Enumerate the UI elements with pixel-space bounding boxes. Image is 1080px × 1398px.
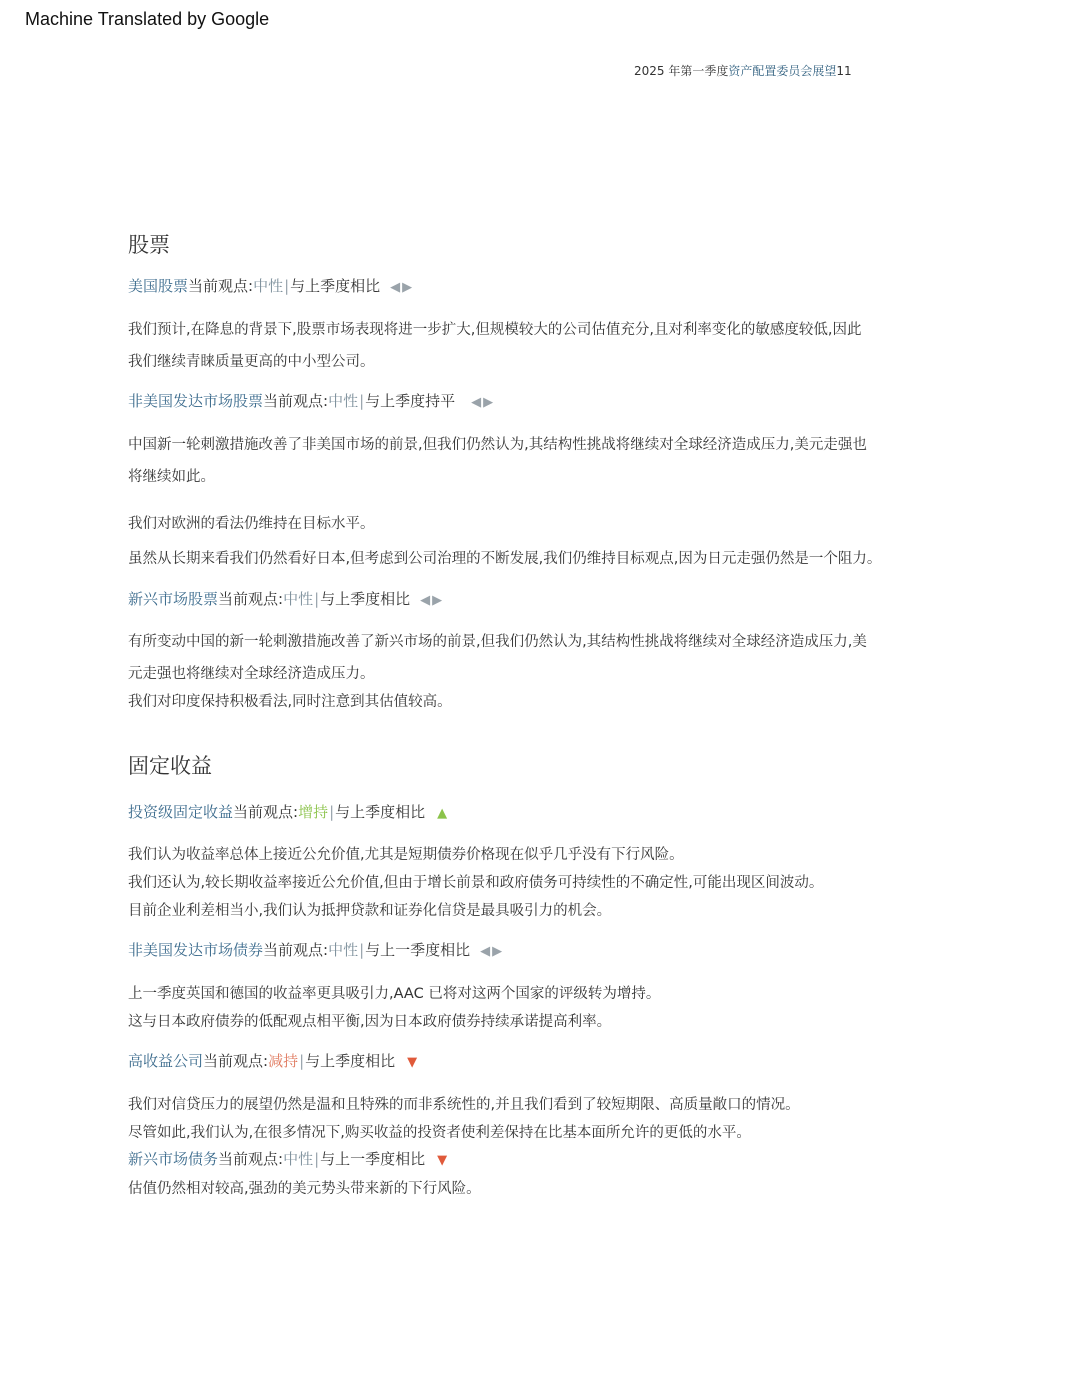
view-value: 中性: [283, 1150, 314, 1168]
paragraph-line: 我们认为收益率总体上接近公允价值,尤其是短期债券价格现在似乎几乎没有下行风险。: [128, 847, 684, 863]
divider: |: [314, 590, 320, 608]
page-header: [634, 62, 852, 79]
view-label: 当前观点:: [218, 1150, 284, 1168]
view-value: 中性: [328, 941, 359, 959]
category-label: 美国股票: [128, 277, 189, 295]
paragraph-line: 我们对印度保持积极看法,同时注意到其估值较高。: [128, 694, 452, 710]
paragraph-line: 这与日本政府债券的低配观点相平衡,因为日本政府债券持续承诺提高利率。: [128, 1014, 612, 1030]
divider: |: [314, 1150, 320, 1168]
paragraph-line: 有所变动中国的新一轮刺激措施改善了新兴市场的前景,但我们仍然认为,其结构性挑战将继续对全球经济造成压力,美: [128, 634, 867, 650]
paragraph-line: 我们继续青睐质量更高的中小型公司。: [128, 354, 375, 370]
view-label: 当前观点:: [218, 590, 284, 608]
equities-heading: 股票: [128, 233, 170, 257]
paragraph-line: 我们预计,在降息的背景下,股票市场表现将进一步扩大,但规模较大的公司估值充分,且对利率变化的敏感度较低,因此: [128, 322, 862, 338]
paragraph-line: 我们还认为,较长期收益率接近公允价值,但由于增长前景和政府债务可持续性的不确定性,可能出现区间波动。: [128, 875, 824, 891]
paragraph-line: 我们对信贷压力的展望仍然是温和且特殊的而非系统性的,并且我们看到了较短期限、高质量敞口的情况。: [128, 1097, 800, 1113]
view-value: 增持: [298, 803, 329, 821]
neutral-arrows-icon: ◀▶: [390, 280, 415, 295]
view-label: 当前观点:: [188, 277, 254, 295]
category-label: 非美国发达市场债券: [128, 941, 264, 959]
category-label: 高收益公司: [128, 1052, 204, 1070]
paragraph-line: 虽然从长期来看我们仍然看好日本,但考虑到公司治理的不断发展,我们仍维持目标观点,因为日元走强仍然是一个阻力。: [128, 551, 882, 567]
compare-label: 与上季度相比: [335, 803, 426, 821]
paragraph-line: 元走强也将继续对全球经济造成压力。: [128, 666, 375, 682]
paragraph-line: 估值仍然相对较高,强劲的美元势头带来新的下行风险。: [128, 1181, 481, 1197]
us-equities-view: [128, 275, 414, 296]
category-label: 新兴市场股票: [128, 590, 219, 608]
machine-translated-banner: Machine Translated by Google: [25, 9, 270, 29]
divider: |: [329, 803, 335, 821]
view-label: 当前观点:: [263, 941, 329, 959]
neutral-arrows-icon: ◀▶: [471, 395, 496, 410]
paragraph-line: 将继续如此。: [128, 469, 215, 485]
neutral-arrows-icon: ◀▶: [480, 944, 505, 959]
em-equities-view: [128, 588, 444, 609]
ig-fixed-income-view: [128, 801, 447, 822]
compare-label: 与上一季度相比: [365, 941, 471, 959]
category-label: 投资级固定收益: [128, 803, 234, 821]
compare-label: 与上季度相比: [305, 1052, 396, 1070]
fixed-income-heading: 固定收益: [128, 754, 212, 778]
down-arrow-icon: ▼: [407, 1055, 418, 1070]
view-value: 中性: [283, 590, 314, 608]
paragraph-line: 中国新一轮刺激措施改善了非美国市场的前景,但我们仍然认为,其结构性挑战将继续对全球经济造成压力,美元走强也: [128, 437, 867, 453]
nonus-equities-view: [128, 390, 495, 411]
view-value: 中性: [328, 392, 359, 410]
compare-label: 与上季度持平: [365, 392, 456, 410]
view-label: 当前观点:: [263, 392, 329, 410]
view-value: 减持: [268, 1052, 299, 1070]
divider: |: [359, 392, 365, 410]
view-label: 当前观点:: [233, 803, 299, 821]
compare-label: 与上一季度相比: [320, 1150, 426, 1168]
up-arrow-icon: ▲: [437, 806, 448, 821]
paragraph-line: 上一季度英国和德国的收益率更具吸引力,AAC 已将对这两个国家的评级转为增持。: [128, 986, 661, 1002]
category-label: 非美国发达市场股票: [128, 392, 264, 410]
paragraph-line: 我们对欧洲的看法仍维持在目标水平。: [128, 516, 375, 532]
divider: |: [359, 941, 365, 959]
header-title: 资产配置委员会展望: [728, 64, 837, 78]
neutral-arrows-icon: ◀▶: [420, 593, 445, 608]
high-yield-view: [128, 1050, 417, 1071]
view-label: 当前观点:: [203, 1052, 269, 1070]
category-label: 新兴市场债务: [128, 1150, 219, 1168]
header-prefix: 2025 年第一季度: [634, 64, 729, 78]
divider: |: [284, 277, 290, 295]
down-arrow-icon: ▼: [437, 1153, 448, 1168]
em-debt-view: [128, 1148, 447, 1169]
page-number: 11: [836, 64, 852, 78]
nonus-bonds-view: [128, 939, 504, 960]
compare-label: 与上季度相比: [320, 590, 411, 608]
paragraph-line: 目前企业利差相当小,我们认为抵押贷款和证券化信贷是最具吸引力的机会。: [128, 903, 612, 919]
paragraph-line: 尽管如此,我们认为,在很多情况下,购买收益的投资者使利差保持在比基本面所允许的更低的水平。: [128, 1125, 751, 1141]
compare-label: 与上季度相比: [290, 277, 381, 295]
view-value: 中性: [253, 277, 284, 295]
divider: |: [299, 1052, 305, 1070]
